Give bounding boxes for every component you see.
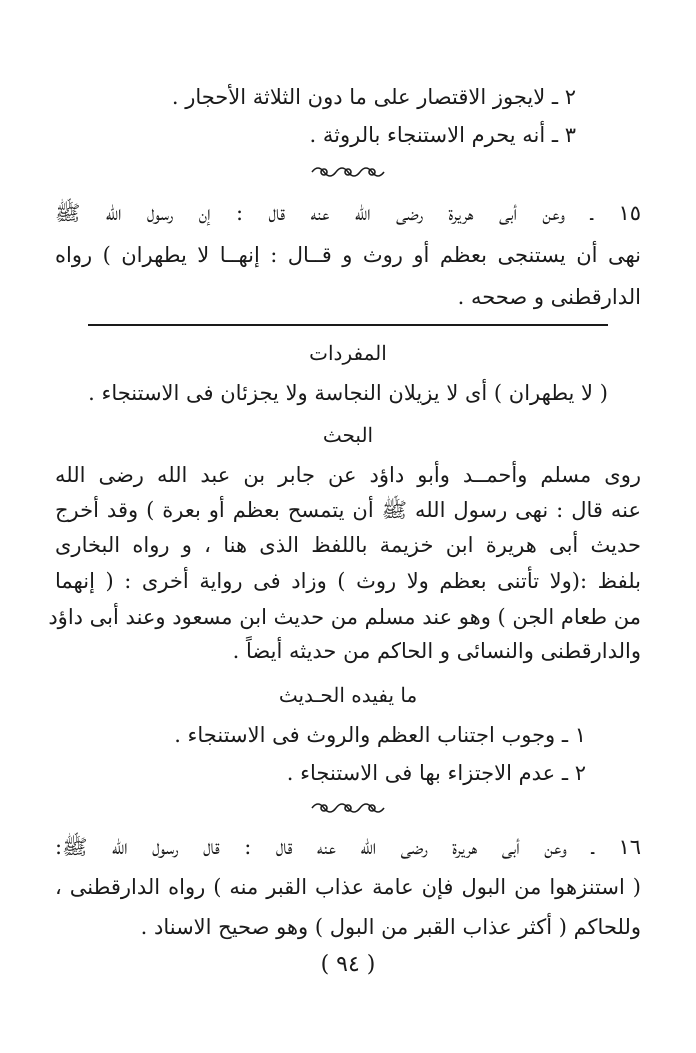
list-item: ٢ ـ لايجوز الاقتصار على ما دون الثلاثة الأحجار . (171, 85, 576, 109)
list-item: ١ ـ وجوب اجتناب العظم والروث فى الاستنجاء . (174, 723, 586, 747)
bahth-line: بلفظ :(ولا تأتنى بعظم ولا روث ) وزاد فى رواية أخرى : ( إنهما (55, 569, 641, 593)
bahth-line: روى مسلم وأحمــد وأبو داؤد عن جابر بن عبد الله رضى الله (55, 463, 641, 487)
bahth-line: عنه قال : نهى رسول الله ﷺ أن يتمسح بعظم أو بعرة ) وقد أخرج (55, 498, 641, 522)
hadith-15-line-3: الدارقطنى و صححه . (457, 285, 641, 309)
page-number: ( ٩٤ ) (320, 952, 376, 977)
list-item: ٣ ـ أنه يحرم الاستنجاء بالروثة . (309, 123, 576, 147)
bahth-line: من طعام الجن ) وهو عند مسلم من حديث ابن مسعود وعند أبى داؤد (48, 605, 641, 629)
list-item: ٢ ـ عدم الاجتزاء بها فى الاستنجاء . (286, 761, 586, 785)
hadith-16-line-2: ( استنزهوا من البول فإن عامة عذاب القبر منه ) رواه الدارقطنى ، (55, 875, 641, 899)
bahth-line: والدارقطنى والنسائى و الحاكم من حديثه أيضاً . (232, 639, 641, 663)
section-title-yufeed: ما يفيده الحـديث (278, 683, 418, 707)
bahth-line: حديث أبى هريرة ابن خزيمة باللفظ الذى هنا ، و رواه البخارى (55, 533, 641, 557)
hadith-16-line-3: وللحاكم ( أكثر عذاب القبر من البول ) وهو صحيح الاسناد . (140, 915, 641, 939)
ornament-icon (308, 160, 388, 184)
section-title-bahth: البحث (322, 423, 374, 447)
ornament-divider (0, 160, 696, 190)
horizontal-rule (88, 324, 608, 326)
hadith-16-line-1: ١٦ ـ وعن أبى هريرة رضى الله عنه قال : قال رسول الله ﷺ: (55, 835, 641, 859)
hadith-15-line-2: نهى أن يستنجى بعظم أو روث و قــال : إنهــا لا يطهران ) رواه (55, 243, 641, 267)
ornament-divider (0, 796, 696, 826)
mufradat-text: ( لا يطهران ) أى لا يزيلان النجاسة ولا يجزئان فى الاستنجاء . (88, 381, 608, 405)
ornament-icon (308, 796, 388, 820)
hadith-15-line-1: ١٥ ـ وعن أبى هريرة رضى الله عنه قال : إن رسول الله ﷺ (55, 201, 641, 225)
section-title-mufradat: المفردات (309, 341, 387, 365)
